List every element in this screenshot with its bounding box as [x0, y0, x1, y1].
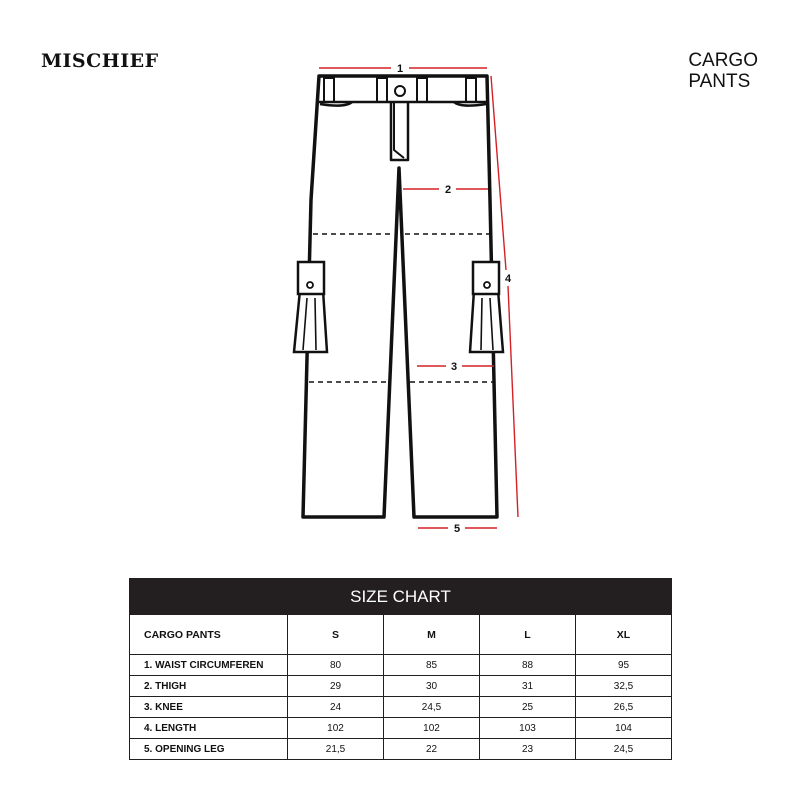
table-cell: 95	[576, 655, 672, 676]
table-cell: 103	[480, 718, 576, 739]
table-cell: 85	[384, 655, 480, 676]
header-label: CARGO PANTS	[130, 615, 288, 655]
table-cell: 31	[480, 676, 576, 697]
waist-button-icon	[395, 86, 405, 96]
row-label: 3. KNEE	[130, 697, 288, 718]
row-label: 2. THIGH	[130, 676, 288, 697]
table-cell: 22	[384, 739, 480, 760]
brand-logo: MISCHIEF	[41, 50, 159, 72]
size-header-row	[130, 615, 672, 655]
table-cell: 26,5	[576, 697, 672, 718]
row-label: 5. OPENING LEG	[130, 739, 288, 760]
measure-label-1: 1	[396, 63, 404, 75]
table-cell: 29	[288, 676, 384, 697]
table-cell: 21,5	[288, 739, 384, 760]
measure-label-4: 4	[504, 273, 512, 285]
table-cell: 88	[480, 655, 576, 676]
table-cell: 102	[384, 718, 480, 739]
table-cell: 32,5	[576, 676, 672, 697]
table-cell: 24	[288, 697, 384, 718]
table-cell: 80	[288, 655, 384, 676]
size-header-m: M	[384, 615, 480, 655]
table-row	[130, 655, 672, 676]
table-cell: 24,5	[384, 697, 480, 718]
measure-label-5: 5	[453, 523, 461, 535]
pants-outline	[303, 76, 497, 517]
table-cell: 24,5	[576, 739, 672, 760]
measure-label-2: 2	[444, 184, 452, 196]
size-header-s: S	[288, 615, 384, 655]
size-header-xl: XL	[576, 615, 672, 655]
right-cargo-pocket	[470, 262, 503, 352]
size-chart-title: SIZE CHART	[130, 579, 672, 615]
table-row	[130, 718, 672, 739]
row-label: 4. LENGTH	[130, 718, 288, 739]
table-cell: 23	[480, 739, 576, 760]
table-row	[130, 739, 672, 760]
size-header-l: L	[480, 615, 576, 655]
product-title-line-2: PANTS	[688, 71, 751, 92]
table-row	[130, 676, 672, 697]
table-cell: 102	[288, 718, 384, 739]
left-cargo-pocket	[294, 262, 327, 352]
table-cell: 25	[480, 697, 576, 718]
table-cell: 104	[576, 718, 672, 739]
table-cell: 30	[384, 676, 480, 697]
product-title-line-1: CARGO	[688, 50, 758, 71]
table-row	[130, 697, 672, 718]
measure-label-3: 3	[450, 361, 458, 373]
size-chart-table	[129, 578, 672, 760]
row-label: 1. WAIST CIRCUMFEREN	[130, 655, 288, 676]
